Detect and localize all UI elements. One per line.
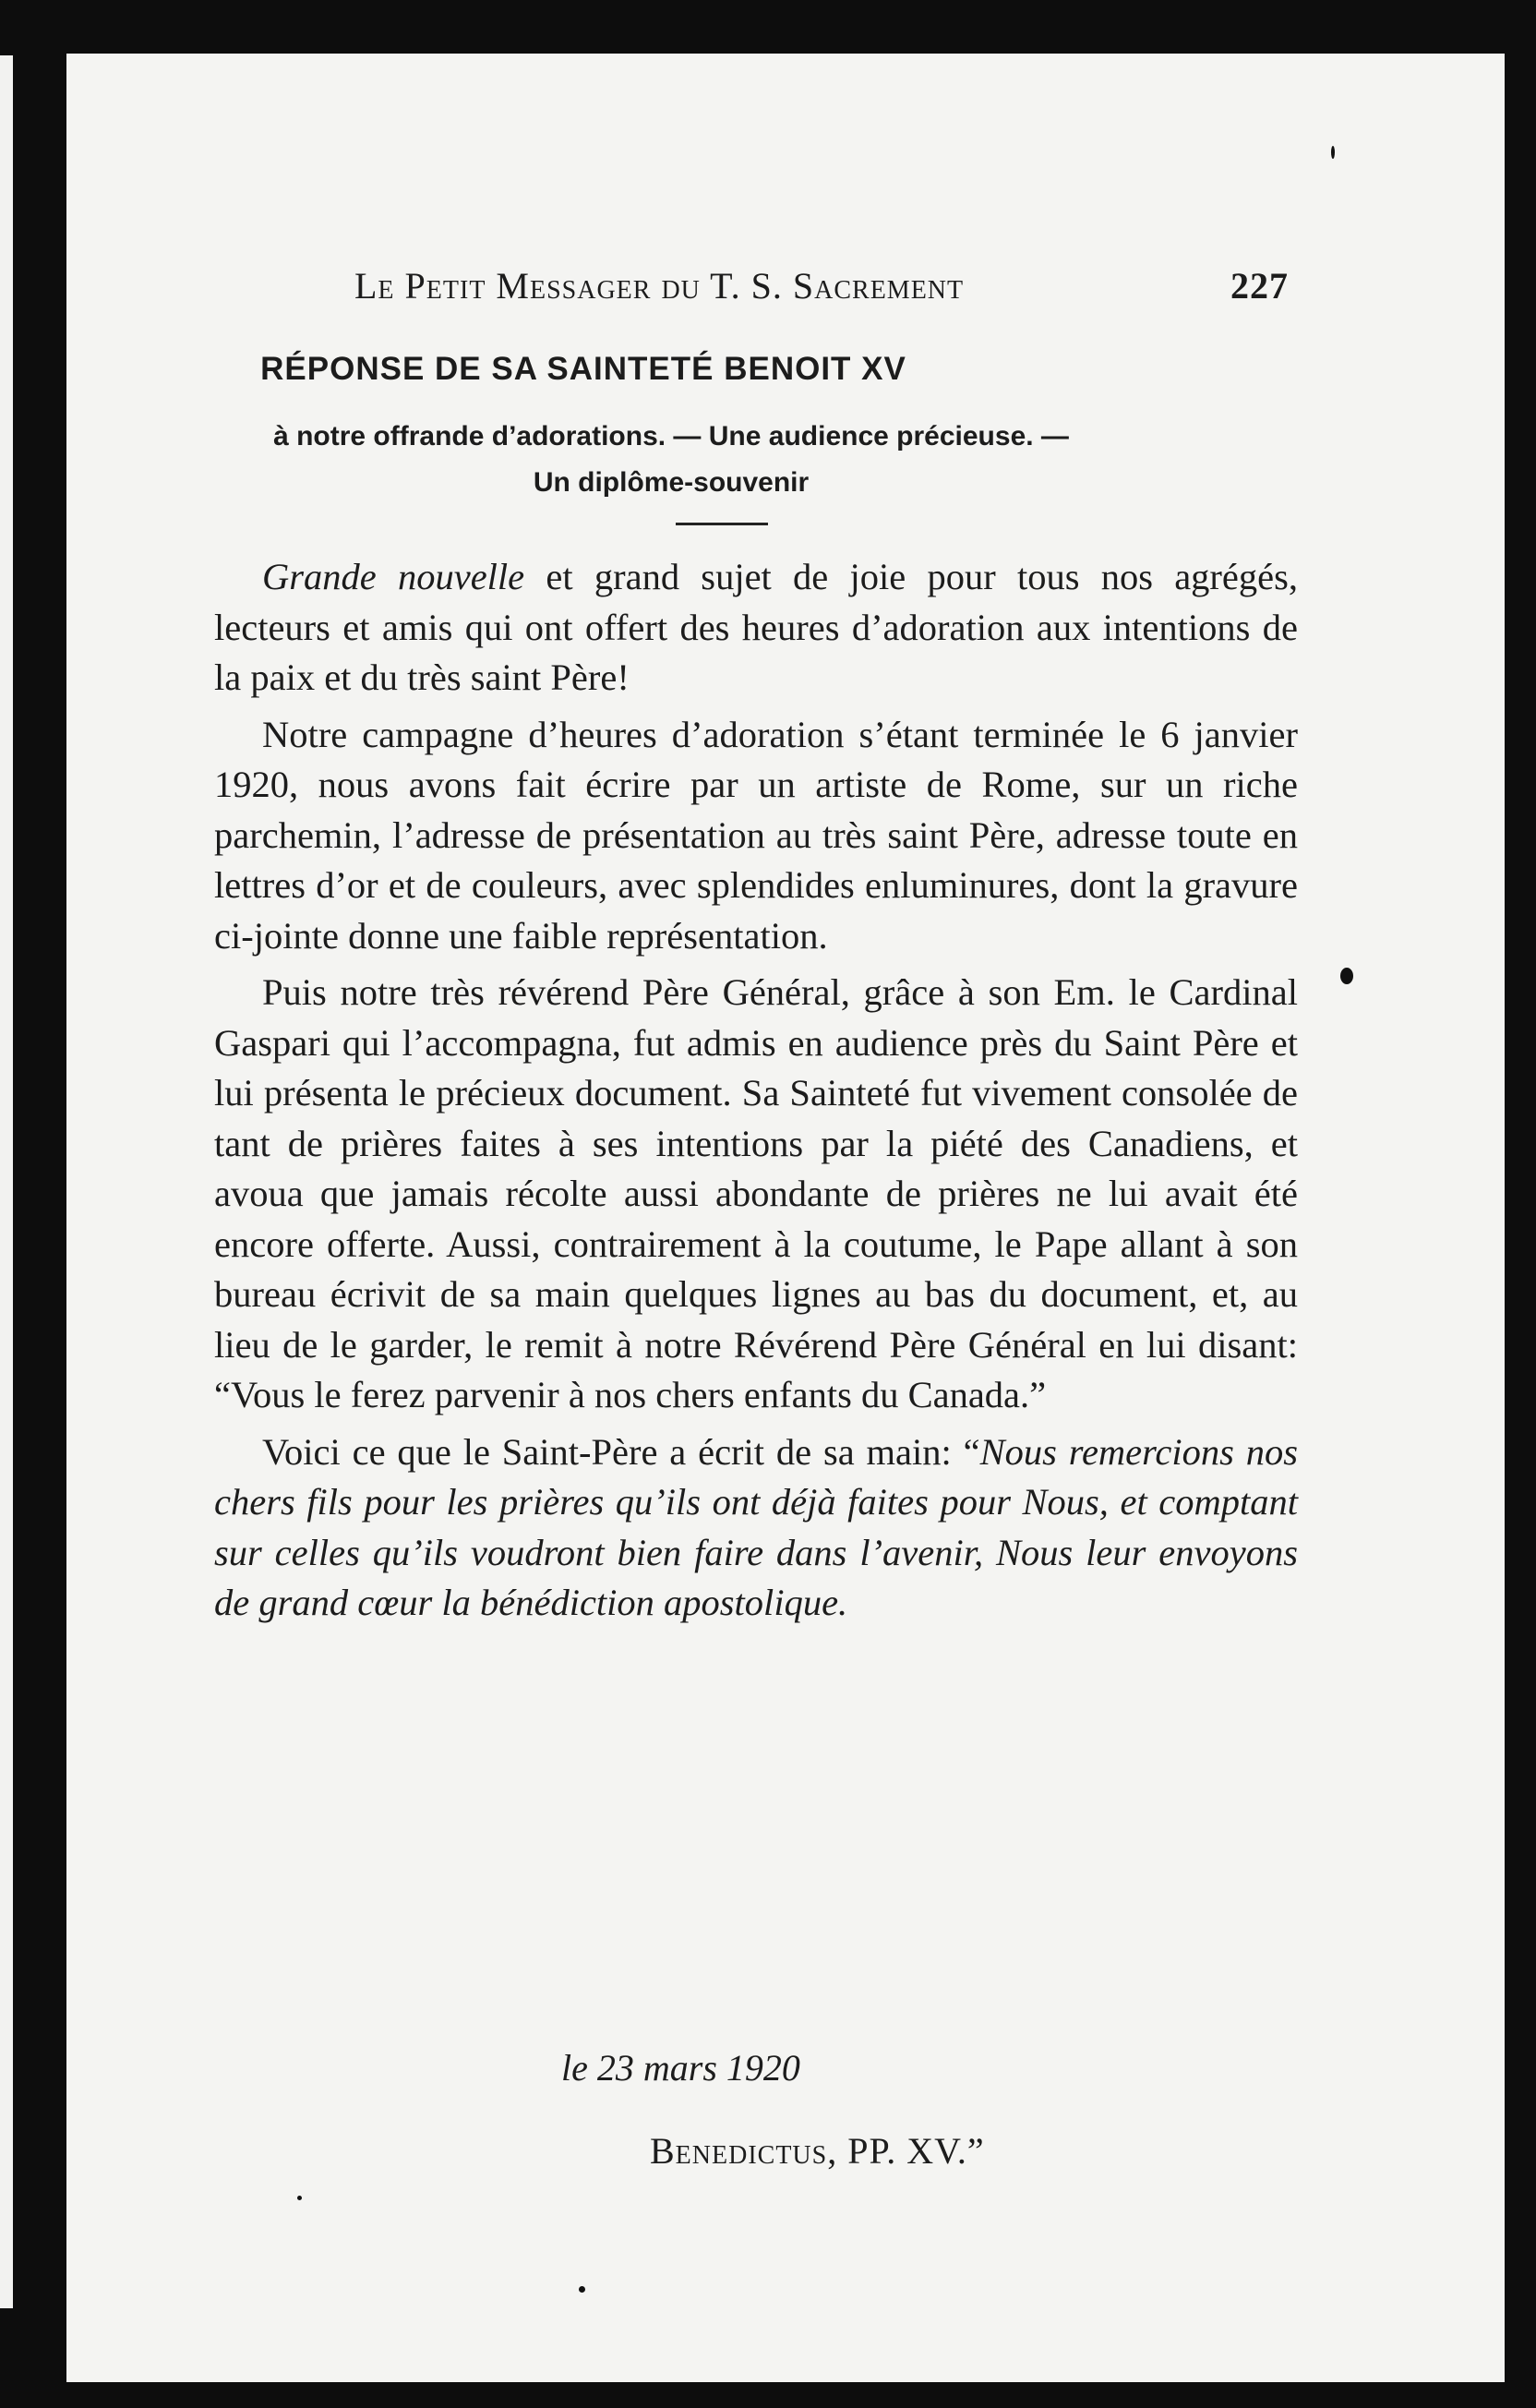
quote-date: le 23 mars 1920 bbox=[561, 2047, 800, 2089]
paragraph-4 bbox=[214, 1427, 1298, 1629]
page-number: 227 bbox=[1230, 265, 1289, 307]
article-title: RÉPONSE DE SA SAINTETÉ BENOIT XV bbox=[260, 351, 906, 387]
subtitle-line-1: à notre offrande d’adorations. — Une audience précieuse. — bbox=[273, 421, 1069, 452]
subtitle-line-2: Un diplôme-souvenir bbox=[533, 467, 810, 498]
paragraph-4-intro: Voici ce que le Saint-Père a écrit de sa main: “ bbox=[262, 1430, 980, 1473]
paper-speck bbox=[579, 2286, 585, 2293]
paragraph-1-italic: Grande nouvelle bbox=[262, 556, 525, 597]
paragraph-1 bbox=[214, 552, 1298, 704]
paper-speck bbox=[1340, 968, 1353, 984]
paragraph-1-text: et grand sujet de joie pour tous nos agrégés, lecteurs et amis qui ont offert des heures d’adoration aux intentions de la paix et du très saint Père! bbox=[214, 556, 1298, 698]
paragraph-3: Puis notre très révérend Père Général, grâce à son Em. le Cardinal Gaspari qui l’accompagna, fut admis en audience près du Saint Père et lui présenta le précieux document. Sa Sainteté fut vivement consolée de tant de prières faites à ses intentions par la piété des Canadiens, et avoua que jamais récolte aussi abondante de prières ne lui avait été encore offerte. Aussi, contrairement à la coutume, le Pape allant à son bureau écrivit de sa main quelques lignes au bas du document, et, au lieu de le garder, le remit à notre Révérend Père Général en lui disant: “Vous le ferez parvenir à nos chers enfants du Canada.” bbox=[214, 971, 1298, 1415]
running-head-title: Le Petit Messager du T. S. Sacrement bbox=[354, 265, 965, 307]
papal-signature: Benedictus, PP. XV.” bbox=[650, 2130, 985, 2172]
paper-speck bbox=[297, 2196, 302, 2200]
paragraph-2: Notre campagne d’heures d’adoration s’étant terminée le 6 janvier 1920, nous avons fait écrire par un artiste de Rome, sur un riche parchemin, l’adresse de présentation au très saint Père, adresse toute en lettres d’or et de couleurs, avec splendides enluminures, dont la gravure ci-jointe donne une faible représentation. bbox=[214, 713, 1298, 957]
title-divider bbox=[676, 523, 768, 525]
papal-quote: Nous remercions nos chers fils pour les prières qu’ils ont déjà faites pour Nous, et comptant sur celles qu’ils voudront bien faire dans l’avenir, Nous leur envoyons de grand cœur la bénédiction apostolique. bbox=[214, 1430, 1298, 1623]
book-page bbox=[66, 54, 1505, 2382]
article-subtitle bbox=[196, 414, 1146, 506]
adjacent-page-edge bbox=[0, 55, 13, 2308]
paper-speck bbox=[1331, 146, 1335, 159]
article-body bbox=[214, 552, 1298, 1635]
